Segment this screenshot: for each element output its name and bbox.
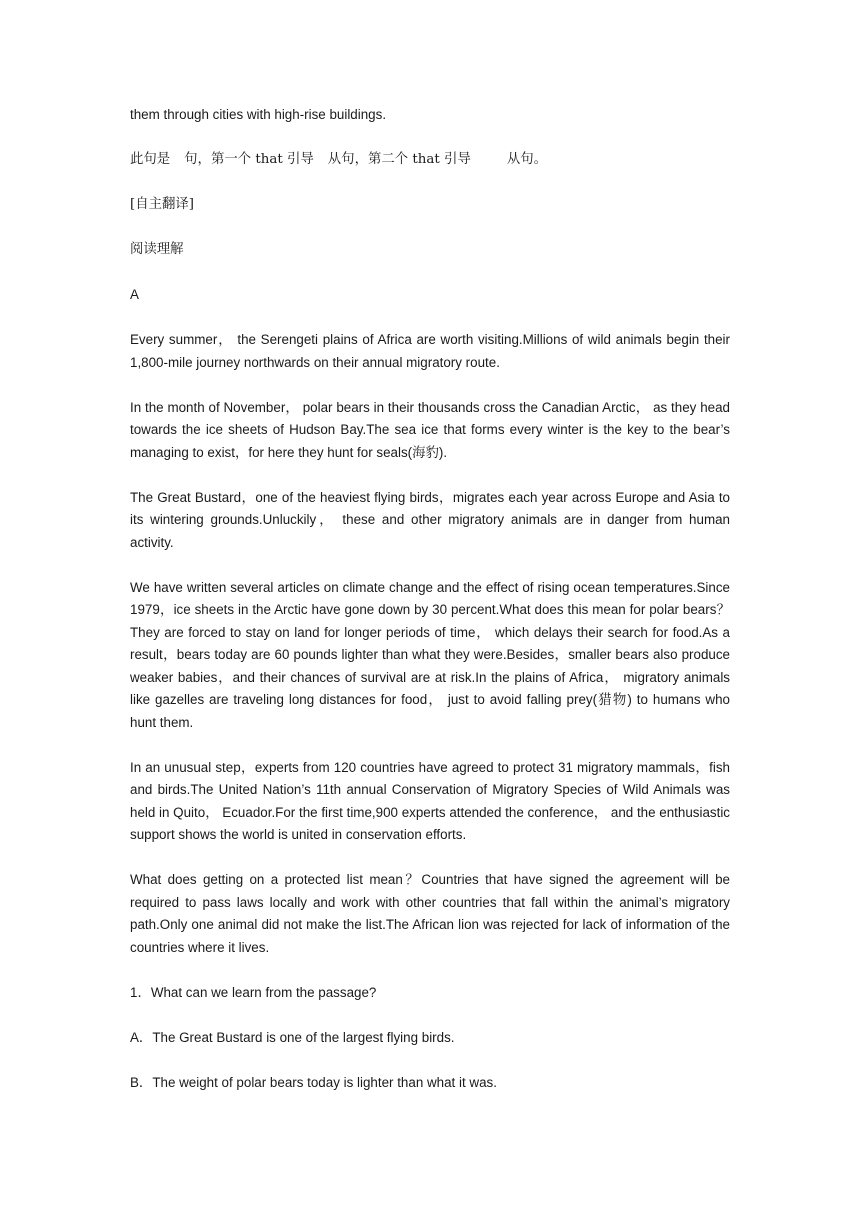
passage-paragraph-1: Every summer， the Serengeti plains of Africa are worth visiting.Millions of wild animals begin their 1,800-mile journey northwards on their annual migratory route.: [130, 332, 730, 370]
document-page: [130, 104, 730, 1117]
section-title: 阅读理解: [130, 242, 184, 257]
analysis-part-3: 从句，第二个 that 引导: [327, 152, 471, 167]
translate-label: [自主翻译]: [130, 197, 195, 212]
option-b: B．The weight of polar bears today is lighter than what it was.: [130, 1074, 497, 1090]
passage-paragraph-6: What does getting on a protected list mean？Countries that have signed the agreement will be required to pass laws locally and work with other countries that fall within the animal’s migratory path.Only one animal did not make the list.The African lion was rejected for lack of information of the countries where it lives.: [130, 872, 730, 955]
option-a: A．The Great Bustard is one of the largest flying birds.: [130, 1029, 455, 1045]
passage-paragraph-5: In an unusual step，experts from 120 countries have agreed to protect 31 migratory mammals，fish and birds.The United Nation’s 11th annual Conservation of Migratory Species of Wild Animals was held in Quito， Ecuador.For the first time,900 experts attended the conference， and the enthusiastic support shows the world is united in conservation efforts.: [130, 759, 730, 842]
analysis-part-2: 句，第一个 that 引导: [184, 152, 314, 167]
question-stem: 1．What can we learn from the passage?: [130, 984, 377, 1000]
passage-paragraph-3: The Great Bustard，one of the heaviest flying birds，migrates each year across Europe and Asia to its wintering grounds.Unluckily， these and other migratory animals are in danger from human activity.: [130, 489, 730, 550]
passage-paragraph-2: In the month of November， polar bears in their thousands cross the Canadian Arctic， as they head towards the ice sheets of Hudson Bay.The sea ice that forms every winter is the key to the bear’s managing to exist，for here they hunt for seals(海豹).: [130, 399, 730, 460]
analysis-part-1: 此句是: [130, 152, 171, 167]
passage-label: A: [130, 287, 139, 302]
analysis-part-4: 从句。: [506, 152, 547, 167]
passage-paragraph-4: We have written several articles on climate change and the effect of rising ocean temperatures.Since 1979，ice sheets in the Arctic have gone down by 30 percent.What does this mean for polar bears？They are forced to stay on land for longer periods of time， which delays their search for food.As a result，bears today are 60 pounds lighter than what they were.Besides，smaller bears also produce weaker babies，and their chances of survival are at risk.In the plains of Africa， migratory animals like gazelles are traveling long distances for food， just to avoid falling prey(猎物) to humans who hunt them.: [130, 579, 730, 730]
sentence-analysis: [130, 149, 730, 172]
continued-sentence: them through cities with high-rise buildings.: [130, 107, 387, 122]
